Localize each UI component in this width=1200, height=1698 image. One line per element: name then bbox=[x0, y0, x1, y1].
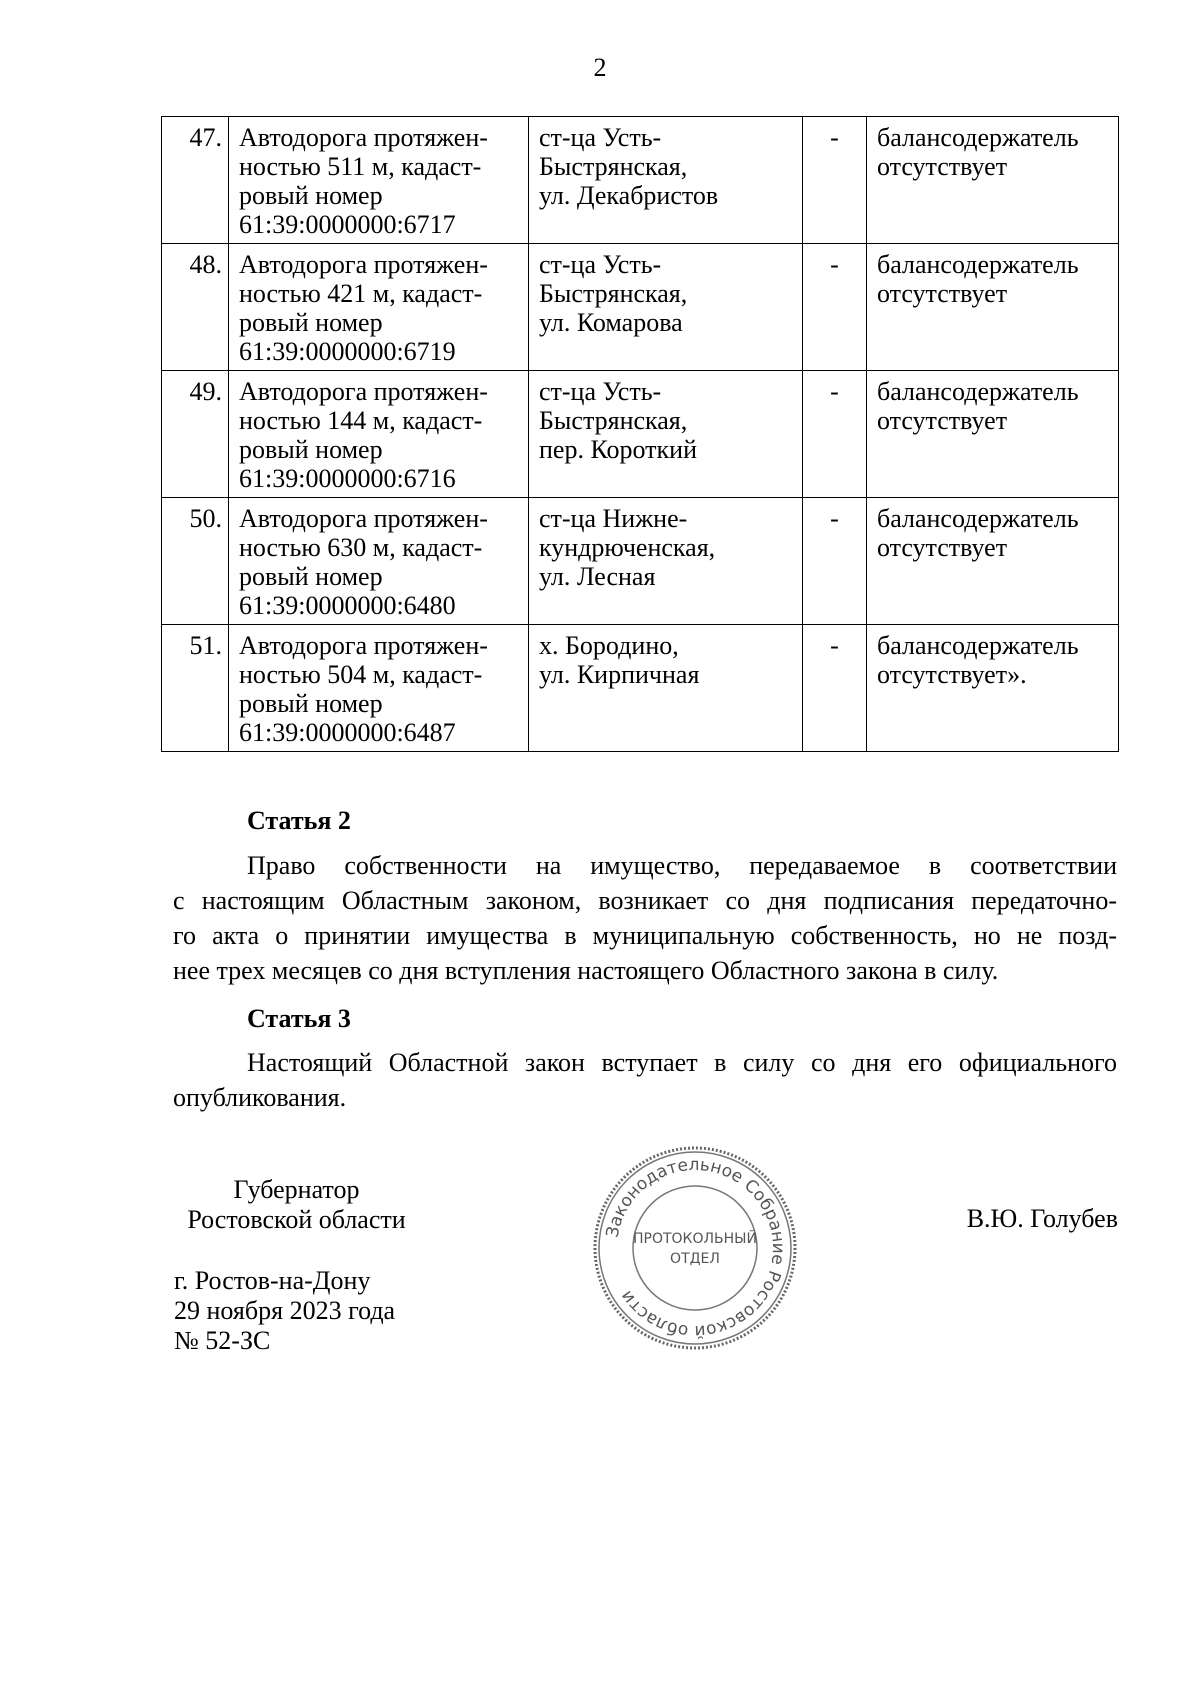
seal-outer-ring bbox=[595, 1148, 795, 1348]
object-address-line: ст-ца Нижне- bbox=[539, 504, 688, 533]
object-address-line: ст-ца Усть- bbox=[539, 123, 662, 152]
table-row bbox=[162, 371, 1119, 498]
object-description-line: 61:39:0000000:6716 bbox=[239, 464, 456, 493]
objects-table bbox=[161, 116, 1119, 752]
row-dash: - bbox=[803, 498, 867, 625]
object-description bbox=[229, 498, 529, 625]
signatory-title bbox=[174, 1175, 419, 1235]
balance-holder bbox=[867, 498, 1119, 625]
balance-holder-line: отсутствует bbox=[877, 152, 1008, 181]
article-2-line: нее трех месяцев со дня вступления настоящего Областного закона в силу. bbox=[173, 956, 999, 985]
article-2-line: го акта о принятии имущества в муниципальную собственность, но не позд- bbox=[173, 921, 1117, 950]
article-2-line: Право собственности на имущество, передаваемое в соответствии bbox=[247, 851, 1117, 880]
object-description-line: ровый номер bbox=[239, 308, 383, 337]
signatory-title-line-1: Губернатор bbox=[233, 1175, 360, 1204]
law-number: № 52-ЗС bbox=[174, 1326, 271, 1355]
object-description bbox=[229, 625, 529, 752]
object-description-line: ностью 421 м, кадаст- bbox=[239, 279, 483, 308]
balance-holder-line: балансодержатель bbox=[877, 631, 1079, 660]
row-number: 50. bbox=[162, 498, 229, 625]
table-row bbox=[162, 498, 1119, 625]
object-address bbox=[529, 244, 803, 371]
object-description-line: Автодорога протяжен- bbox=[239, 377, 488, 406]
balance-holder bbox=[867, 625, 1119, 752]
object-description bbox=[229, 371, 529, 498]
balance-holder-line: отсутствует». bbox=[877, 660, 1027, 689]
official-seal bbox=[590, 1143, 800, 1353]
object-description-line: 61:39:0000000:6719 bbox=[239, 337, 456, 366]
article-3-text bbox=[173, 1045, 1117, 1115]
object-address-line: ст-ца Усть- bbox=[539, 250, 662, 279]
object-description-line: ностью 504 м, кадаст- bbox=[239, 660, 483, 689]
article-3-line: Настоящий Областной закон вступает в силу со дня его официального bbox=[247, 1048, 1117, 1077]
balance-holder-line: отсутствует bbox=[877, 279, 1008, 308]
row-number: 48. bbox=[162, 244, 229, 371]
object-description-line: ностью 511 м, кадаст- bbox=[239, 152, 482, 181]
article-3-line: опубликования. bbox=[173, 1083, 347, 1112]
article-2-line: с настоящим Областным законом, возникает со дня подписания передаточно- bbox=[173, 886, 1117, 915]
row-number: 49. bbox=[162, 371, 229, 498]
object-description bbox=[229, 244, 529, 371]
article-2-text bbox=[173, 848, 1117, 988]
object-description bbox=[229, 117, 529, 244]
table-row bbox=[162, 117, 1119, 244]
objects-table-body bbox=[162, 117, 1119, 752]
object-address-line: Быстрянская, bbox=[539, 279, 688, 308]
object-description-line: Автодорога протяжен- bbox=[239, 123, 488, 152]
row-dash: - bbox=[803, 244, 867, 371]
object-description-line: ровый номер bbox=[239, 181, 383, 210]
article-2-heading: Статья 2 bbox=[247, 806, 351, 835]
row-dash: - bbox=[803, 625, 867, 752]
article-3-heading: Статья 3 bbox=[247, 1004, 351, 1033]
balance-holder-line: отсутствует bbox=[877, 533, 1008, 562]
seal-inner-ring bbox=[633, 1186, 757, 1310]
balance-holder-line: балансодержатель bbox=[877, 377, 1079, 406]
object-address-line: ул. Кирпичная bbox=[539, 660, 700, 689]
object-address bbox=[529, 117, 803, 244]
balance-holder bbox=[867, 371, 1119, 498]
object-address-line: пер. Короткий bbox=[539, 435, 697, 464]
object-address bbox=[529, 371, 803, 498]
row-dash: - bbox=[803, 117, 867, 244]
signatory-name: В.Ю. Голубев bbox=[966, 1204, 1118, 1233]
object-address-line: ул. Лесная bbox=[539, 562, 656, 591]
object-address bbox=[529, 625, 803, 752]
object-description-line: 61:39:0000000:6717 bbox=[239, 210, 456, 239]
object-description-line: ностью 144 м, кадаст- bbox=[239, 406, 483, 435]
row-number: 47. bbox=[162, 117, 229, 244]
object-description-line: Автодорога протяжен- bbox=[239, 504, 488, 533]
table-row bbox=[162, 625, 1119, 752]
object-description-line: ровый номер bbox=[239, 435, 383, 464]
table-row bbox=[162, 244, 1119, 371]
row-dash: - bbox=[803, 371, 867, 498]
page-number: 2 bbox=[593, 53, 607, 82]
balance-holder-line: отсутствует bbox=[877, 406, 1008, 435]
place-city: г. Ростов-на-Дону bbox=[174, 1266, 371, 1295]
object-description-line: 61:39:0000000:6487 bbox=[239, 718, 456, 747]
balance-holder-line: балансодержатель bbox=[877, 504, 1079, 533]
balance-holder-line: балансодержатель bbox=[877, 250, 1079, 279]
object-address-line: ул. Комарова bbox=[539, 308, 683, 337]
object-description-line: 61:39:0000000:6480 bbox=[239, 591, 456, 620]
balance-holder bbox=[867, 117, 1119, 244]
object-address-line: кундрюченская, bbox=[539, 533, 716, 562]
balance-holder bbox=[867, 244, 1119, 371]
object-address bbox=[529, 498, 803, 625]
law-date: 29 ноября 2023 года bbox=[174, 1296, 396, 1325]
object-description-line: ровый номер bbox=[239, 562, 383, 591]
seal-inner-line-1: ПРОТОКОЛЬНЫЙ bbox=[632, 1231, 758, 1247]
signatory-title-line-2: Ростовской области bbox=[187, 1205, 406, 1234]
place-date-number bbox=[174, 1266, 395, 1356]
seal-inner-line-2: ОТДЕЛ bbox=[670, 1251, 720, 1267]
seal-outer-text bbox=[603, 1155, 788, 1341]
seal-ring bbox=[599, 1152, 791, 1344]
object-description-line: Автодорога протяжен- bbox=[239, 250, 488, 279]
balance-holder-line: балансодержатель bbox=[877, 123, 1079, 152]
object-description-line: ностью 630 м, кадаст- bbox=[239, 533, 483, 562]
object-description-line: Автодорога протяжен- bbox=[239, 631, 488, 660]
object-address-line: ул. Декабристов bbox=[539, 181, 719, 210]
object-address-line: Быстрянская, bbox=[539, 152, 688, 181]
object-address-line: Быстрянская, bbox=[539, 406, 688, 435]
seal-outer-text-path: Законодательное Собрание Ростовской области bbox=[602, 1154, 789, 1342]
object-address-line: х. Бородино, bbox=[539, 631, 679, 660]
object-address-line: ст-ца Усть- bbox=[539, 377, 662, 406]
row-number: 51. bbox=[162, 625, 229, 752]
object-description-line: ровый номер bbox=[239, 689, 383, 718]
